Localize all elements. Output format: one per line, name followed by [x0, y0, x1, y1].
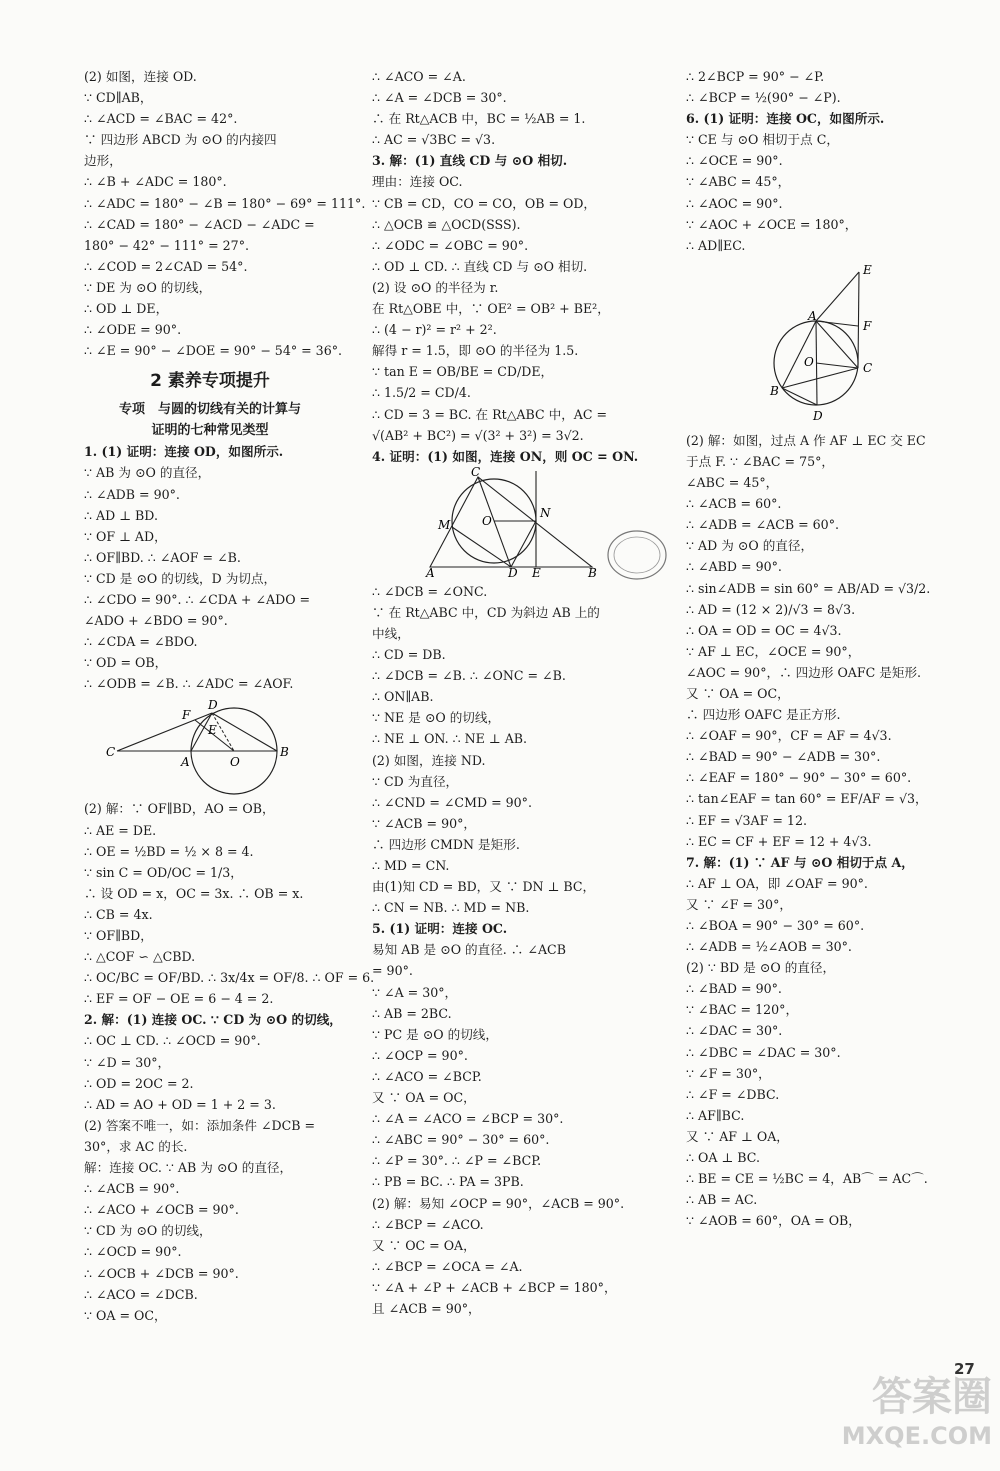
text-line: ∵ CB = CD，CO = CO，OB = OD，	[372, 195, 597, 211]
text-line: ∴ ∠ADB = 90°.	[84, 486, 180, 502]
text-line: ∴ ∠ABC = 90° − 30° = 60°.	[372, 1132, 550, 1148]
col1-part-c	[84, 798, 375, 1325]
figure-2	[372, 464, 644, 580]
fig3-label-c: C	[863, 360, 873, 375]
text-line: ∵ ∠AOB = 60°，OA = OB，	[686, 1213, 861, 1229]
text-line: ∴ △COF ∽ △CBD.	[84, 949, 196, 965]
text-line: 又 ∵ OA = OC，	[686, 685, 790, 701]
text-line: ∴ ∠ABD = 90°.	[686, 559, 782, 575]
section-title: 2 素养专项提升	[150, 371, 270, 392]
text-line: ∴ BE = CE = ½BC = 4，AB⌒ = AC⌒.	[686, 1171, 928, 1187]
text-line: ∴ NE ⊥ ON. ∴ NE ⊥ AB.	[372, 731, 528, 747]
text-line: ∴ OA = OD = OC = 4√3.	[686, 622, 842, 638]
text-line: ∴ ∠BCP = ½(90° − ∠P).	[686, 90, 841, 106]
text-line: ∵ 在 Rt△ABC 中，CD 为斜边 AB 上的	[372, 604, 600, 620]
text-line: ∴ ∠ODC = ∠OBC = 90°.	[372, 237, 529, 253]
column-3	[686, 66, 954, 1231]
fig1-label-d: D	[208, 698, 218, 713]
text-line: ∴ sin∠ADB = sin 60° = AB/AD = √3/2.	[686, 580, 931, 596]
watermark-line-2: MXQE.COM	[841, 1422, 992, 1450]
text-line: ∵ AD 为 ⊙O 的直径，	[686, 538, 814, 554]
text-line: ∴ 1.5/2 = CD/4.	[372, 385, 471, 401]
text-line: ∵ ∠ABC = 45°，	[686, 174, 791, 190]
text-line: ∵ ∠AOC + ∠OCE = 180°，	[686, 216, 858, 232]
text-line: ∴ ∠ACD = ∠BAC = 42°.	[84, 111, 238, 127]
text-line: ∴ ∠ADB = ½∠AOB = 30°.	[686, 939, 852, 955]
special-title-line-1: 专项 与圆的切线有关的计算与	[118, 402, 301, 418]
text-line: (2) 解：如图，过点 A 作 AF ⊥ EC 交 EC	[686, 432, 926, 448]
text-line: ∴ ∠ACO = ∠BCP.	[372, 1068, 482, 1084]
text-line: ∴ 在 Rt△ACB 中，BC = ½AB = 1.	[372, 111, 586, 127]
fig3-label-b: B	[770, 383, 779, 398]
text-line: ∴ ∠OAF = 90°，CF = AF = 4√3.	[686, 728, 892, 744]
text-line: ∴ ∠F = ∠DBC.	[686, 1086, 780, 1102]
text-line: ∵ CD 是 ⊙O 的切线，D 为切点，	[84, 570, 277, 586]
text-line: ∴ OD = 2OC = 2.	[84, 1075, 194, 1091]
fig2-label-m: M	[438, 517, 451, 532]
text-line: 理由：连接 OC.	[372, 174, 463, 190]
text-line: ∴ tan∠EAF = tan 60° = EF/AF = √3，	[686, 791, 928, 807]
text-line: ∴ (4 − r)² = r² + 2².	[372, 322, 497, 338]
text-line: ∴ ∠ODB = ∠B. ∴ ∠ADC = ∠AOF.	[84, 676, 294, 692]
text-line: = 90°.	[372, 963, 413, 979]
text-line: (2) 解：∵ OF∥BD，AO = OB，	[84, 801, 275, 817]
text-line: ∵ CD 为 ⊙O 的切线，	[84, 1223, 212, 1239]
text-line: ∴ ∠E = 90° − ∠DOE = 90° − 54° = 36°.	[84, 343, 343, 359]
text-line: (2) 答案不唯一，如：添加条件 ∠DCB =	[84, 1117, 316, 1133]
text-line: ∵ OF ⊥ AD，	[84, 528, 167, 544]
text-line: ∵ DE 为 ⊙O 的切线，	[84, 279, 212, 295]
text-line: ∴ PB = BC. ∴ PA = 3PB.	[372, 1174, 524, 1190]
text-line: ∴ ∠CND = ∠CMD = 90°.	[372, 794, 532, 810]
text-line: √(AB² + BC²) = √(3² + 3²) = 3√2.	[372, 427, 584, 443]
text-line: ∴ ∠ACO = ∠A.	[372, 69, 466, 84]
fig2-label-a: A	[426, 565, 435, 580]
text-line: ∴ ∠B + ∠ADC = 180°.	[84, 174, 227, 190]
text-line: ∵ ∠F = 30°，	[686, 1065, 771, 1081]
fig1-label-a: A	[181, 755, 190, 770]
text-line: 3. 解：(1) 直线 CD 与 ⊙O 相切.	[372, 153, 568, 169]
text-line: ∴ AB = AC.	[686, 1192, 758, 1208]
fig3-label-e: E	[863, 262, 872, 277]
special-title-line-2: 证明的七种常见类型	[151, 423, 269, 439]
text-line: ∴ ∠OCE = 90°.	[686, 153, 783, 169]
text-line: 解：连接 OC. ∵ AB 为 ⊙O 的直径，	[84, 1160, 293, 1176]
text-line: ∴ OF∥BD. ∴ ∠AOF = ∠B.	[84, 549, 241, 565]
text-line: 中线，	[372, 625, 410, 641]
text-line: 在 Rt△OBE 中，∵ OE² = OB² + BE²，	[372, 301, 610, 317]
fig1-label-o: O	[230, 755, 240, 770]
text-line: ∴ △OCB ≌ △OCD(SSS).	[372, 216, 521, 232]
text-line: ∴ AD = AO + OD = 1 + 2 = 3.	[84, 1096, 276, 1112]
text-line: ∴ OA ⊥ BC.	[686, 1150, 760, 1166]
text-line: (2) 解：易知 ∠OCP = 90°，∠ACB = 90°.	[372, 1195, 625, 1211]
text-line: ∴ AF ⊥ OA，即 ∠OAF = 90°.	[686, 875, 868, 891]
text-line: ∵ NE 是 ⊙O 的切线，	[372, 710, 501, 726]
text-line: ∵ OF∥BD，	[84, 928, 153, 943]
text-line: ∵ ∠A = 30°，	[372, 984, 458, 1000]
fig1-label-e: E	[208, 723, 217, 738]
text-line: ∴ AD∥EC.	[686, 237, 746, 253]
text-line: ∴ ∠OCB + ∠DCB = 90°.	[84, 1265, 239, 1281]
text-line: ∴ ∠P = 30°. ∴ ∠P = ∠BCP.	[372, 1153, 542, 1169]
text-line: ∠ABC = 45°，	[686, 475, 779, 491]
text-line: ∴ ∠BCP = ∠ACO.	[372, 1216, 484, 1232]
text-line: 又 ∵ OA = OC，	[372, 1090, 476, 1106]
text-line: ∠ADO + ∠BDO = 90°.	[84, 613, 228, 629]
text-line: ∴ ∠CDA = ∠BDO.	[84, 634, 198, 650]
text-line: ∴ ∠BAD = 90° − ∠ADB = 30°.	[686, 749, 881, 765]
text-line: ∴ ∠ODE = 90°.	[84, 322, 182, 338]
text-line: 1. (1) 证明：连接 OD，如图所示.	[84, 444, 284, 460]
watermark	[802, 1373, 992, 1463]
text-line: ∴ ∠EAF = 180° − 90° − 30° = 60°.	[686, 770, 912, 786]
text-line: ∴ ∠BOA = 90° − 30° = 60°.	[686, 918, 865, 933]
text-line: ∴ OD ⊥ CD. ∴ 直线 CD 与 ⊙O 相切.	[372, 258, 588, 274]
col2-part-b	[372, 581, 644, 1319]
text-line: ∴ OC/BC = OF/BD. ∴ 3x/4x = OF/8. ∴ OF = 6.	[84, 970, 375, 986]
text-line: ∴ AD = (12 × 2)/√3 = 8√3.	[686, 601, 856, 617]
text-line: ∵ AF ⊥ EC，∠OCE = 90°，	[686, 643, 861, 659]
text-line: ∴ ∠COD = 2∠CAD = 54°.	[84, 258, 248, 274]
text-line: ∴ 四边形 CMDN 是矩形.	[372, 836, 520, 852]
text-line: ∴ ∠OCD = 90°.	[84, 1244, 182, 1260]
figure-1	[84, 698, 336, 794]
fig2-label-o: O	[482, 513, 492, 528]
text-line: ∵ tan E = OB/BE = CD/DE，	[372, 364, 554, 380]
text-line: ∴ ON∥AB.	[372, 689, 434, 705]
text-line: 易知 AB 是 ⊙O 的直径. ∴ ∠ACB	[372, 942, 566, 958]
text-line: ∵ ∠D = 30°，	[84, 1054, 171, 1070]
text-line: ∴ OD ⊥ DE，	[84, 301, 169, 317]
text-line: 于点 F. ∵ ∠BAC = 75°，	[686, 453, 835, 469]
text-line: ∴ ∠DCB = ∠ONC.	[372, 583, 488, 599]
text-line: ∵ OD = OB，	[84, 655, 168, 671]
text-line: ∴ ∠DAC = 30°.	[686, 1023, 783, 1039]
text-line: ∴ MD = CN.	[372, 858, 450, 873]
text-line: ∵ CD∥AB，	[84, 90, 153, 106]
text-line: ∴ ∠BAD = 90°.	[686, 981, 782, 997]
text-line: ∴ EC = CF + EF = 12 + 4√3.	[686, 833, 872, 849]
fig2-label-d: D	[508, 565, 518, 580]
text-line: ∵ ∠ACB = 90°，	[372, 815, 477, 831]
text-line: ∵ ∠BAC = 120°，	[686, 1002, 799, 1018]
text-line: ∴ EF = OF − OE = 6 − 4 = 2.	[84, 991, 274, 1007]
text-line: ∵ 四边形 ABCD 为 ⊙O 的内接四	[84, 132, 277, 148]
text-line: 由(1)知 CD = BD，又 ∵ DN ⊥ BC，	[372, 879, 596, 895]
fig3-label-o: O	[804, 354, 814, 369]
text-line: ∴ ∠BCP = ∠OCA = ∠A.	[372, 1258, 523, 1274]
text-line: 且 ∠ACB = 90°，	[372, 1300, 481, 1316]
text-line: 180° − 42° − 111° = 27°.	[84, 237, 249, 253]
text-line: ∴ CD = 3 = BC. 在 Rt△ABC 中，AC =	[372, 406, 608, 422]
col3-part-a	[686, 66, 954, 256]
text-line: ∴ CD = DB.	[372, 647, 446, 663]
col1-part-b	[84, 441, 336, 694]
column-2	[372, 66, 644, 1319]
fig2-label-c: C	[471, 464, 481, 479]
fig2-label-n: N	[540, 505, 551, 520]
fig2-label-b: B	[588, 565, 597, 580]
text-line: 30°，求 AC 的长.	[84, 1138, 188, 1154]
text-line: ∴ ∠ACB = 60°.	[686, 496, 782, 512]
text-line: ∴ ∠DBC = ∠DAC = 30°.	[686, 1044, 841, 1060]
text-line: ∵ PC 是 ⊙O 的切线，	[372, 1026, 498, 1042]
text-line: ∴ CB = 4x.	[84, 906, 153, 922]
text-line: 又 ∵ OC = OA，	[372, 1237, 476, 1253]
text-line: ∴ AD ⊥ BD.	[84, 507, 158, 523]
text-line: 解得 r = 1.5，即 ⊙O 的半径为 1.5.	[372, 343, 579, 359]
text-line: (2) ∵ BD 是 ⊙O 的直径，	[686, 960, 836, 976]
text-line: ∴ OE = ½BD = ½ × 8 = 4.	[84, 843, 254, 859]
fig1-label-b: B	[280, 745, 289, 760]
text-line: 6. (1) 证明：连接 OC，如图所示.	[686, 111, 885, 127]
fig2-label-e: E	[532, 565, 541, 580]
text-line: 边形，	[84, 153, 122, 169]
fig3-label-f: F	[863, 318, 872, 333]
text-line: ∴ ∠ADC = 180° − ∠B = 180° − 69° = 111°.	[84, 195, 366, 211]
text-line: ∴ ∠A = ∠DCB = 30°.	[372, 90, 507, 106]
text-line: ∴ ∠ACO + ∠OCB = 90°.	[84, 1202, 239, 1218]
fig1-label-c: C	[106, 745, 116, 760]
text-line: ∴ ∠CAD = 180° − ∠ACD − ∠ADC =	[84, 216, 315, 232]
text-line: 2. 解：(1) 连接 OC. ∵ CD 为 ⊙O 的切线，	[84, 1012, 342, 1028]
text-line: ∴ 设 OD = x，OC = 3x. ∴ OB = x.	[84, 885, 304, 901]
text-line: 又 ∵ AF ⊥ OA，	[686, 1128, 789, 1144]
text-line: 4. 证明：(1) 如图，连接 ON，则 OC = ON.	[372, 448, 639, 464]
text-line: ∠AOC = 90°，∴ 四边形 OAFC 是矩形.	[686, 664, 922, 680]
text-line: (2) 如图，连接 OD.	[84, 69, 197, 84]
text-line: (2) 设 ⊙O 的半径为 r.	[372, 279, 499, 295]
figure-3	[686, 260, 954, 426]
text-line: 7. 解：(1) ∵ AF 与 ⊙O 相切于点 A，	[686, 854, 914, 870]
text-line: ∴ ∠OCP = 90°.	[372, 1047, 468, 1063]
text-line: ∵ AB 为 ⊙O 的直径，	[84, 465, 211, 481]
fig1-label-f: F	[182, 708, 191, 723]
text-line: ∴ AE = DE.	[84, 822, 157, 838]
text-line: 又 ∵ ∠F = 30°，	[686, 896, 792, 912]
text-line: (2) 如图，连接 ND.	[372, 752, 486, 768]
watermark-line-1: 答案圈	[872, 1374, 992, 1420]
text-line: ∴ 2∠BCP = 90° − ∠P.	[686, 69, 825, 84]
text-line: ∴ ∠ADB = ∠ACB = 60°.	[686, 517, 839, 533]
text-line: ∴ AB = 2BC.	[372, 1005, 452, 1021]
fig3-label-d: D	[813, 408, 823, 423]
text-line: ∴ ∠CDO = 90°. ∴ ∠CDA + ∠ADO =	[84, 591, 311, 607]
text-line: ∴ CN = NB. ∴ MD = NB.	[372, 900, 530, 916]
col3-part-b	[686, 430, 954, 1232]
text-line: ∴ AF∥BC.	[686, 1107, 745, 1123]
col1-part-a	[84, 66, 366, 361]
text-line: ∴ OC ⊥ CD. ∴ ∠OCD = 90°.	[84, 1033, 261, 1049]
text-line: ∴ 四边形 OAFC 是正方形.	[686, 707, 841, 723]
text-line: ∵ ∠A + ∠P + ∠ACB + ∠BCP = 180°，	[372, 1279, 617, 1295]
text-line: ∴ EF = √3AF = 12.	[686, 812, 807, 828]
text-line: ∴ ∠A = ∠ACO = ∠BCP = 30°.	[372, 1111, 564, 1127]
column-1	[84, 66, 375, 1326]
text-line: ∵ sin C = OD/OC = 1/3，	[84, 864, 243, 880]
text-line: ∴ ∠ACB = 90°.	[84, 1181, 180, 1197]
text-line: ∴ ∠DCB = ∠B. ∴ ∠ONC = ∠B.	[372, 668, 566, 684]
text-line: ∵ OA = OC，	[84, 1307, 167, 1323]
stamp-icon	[606, 528, 668, 582]
text-line: ∵ CE 与 ⊙O 相切于点 C，	[686, 132, 839, 148]
text-line: ∴ ∠ACO = ∠DCB.	[84, 1286, 198, 1302]
page-number: 27	[954, 1360, 975, 1378]
fig3-label-a: A	[808, 308, 817, 323]
text-line: 5. (1) 证明：连接 OC.	[372, 921, 508, 937]
text-line: ∴ AC = √3BC = √3.	[372, 132, 496, 148]
text-line: ∴ ∠AOC = 90°.	[686, 195, 783, 211]
col2-part-a	[372, 66, 644, 467]
text-line: ∵ CD 为直径，	[372, 773, 459, 789]
